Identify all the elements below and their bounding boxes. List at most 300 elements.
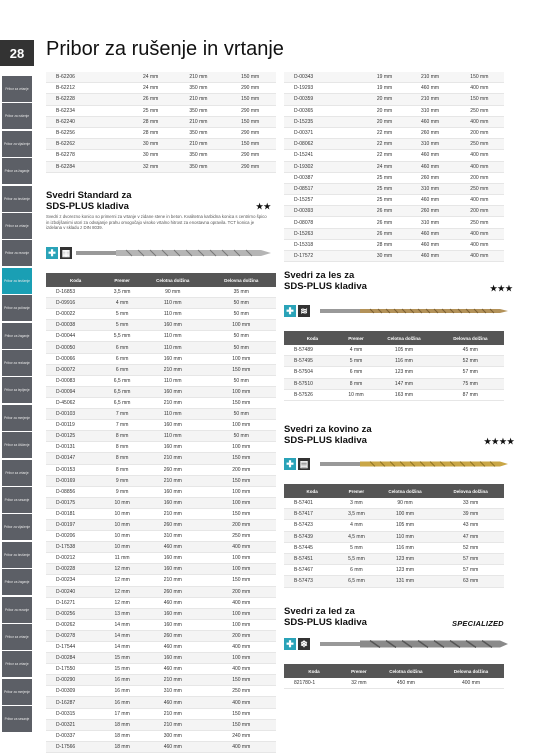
table-cell: 250 mm (206, 686, 276, 697)
table-row (46, 553, 276, 564)
table-row (46, 150, 276, 161)
section-les-title: Svedri za les za SDS-PLUS kladiva (284, 270, 367, 292)
table-cell: D-08856 (46, 486, 105, 497)
table-cell: 32 mm (344, 678, 374, 689)
table-cell: 105 mm (373, 520, 438, 531)
table-row (46, 597, 276, 608)
table-cell: 90 mm (139, 287, 206, 298)
table-cell: 20 mm (364, 94, 406, 105)
table-cell: 116 mm (373, 542, 438, 553)
table-cell: B-62212 (46, 83, 129, 94)
table-cell: 460 mm (139, 741, 206, 752)
table-row (46, 531, 276, 542)
table-cell: D-00234 (46, 575, 105, 586)
table-cell: D-00197 (46, 519, 105, 530)
table-cell: 10 mm (105, 542, 139, 553)
table-cell: 400 mm (455, 239, 504, 250)
table-cell: 100 mm (206, 619, 276, 630)
table-cell: 100 mm (206, 486, 276, 497)
table-cell: 30 mm (129, 150, 173, 161)
table-cell: 50 mm (206, 375, 276, 386)
table-cell: 18 mm (105, 741, 139, 752)
table-cell: 260 mm (139, 464, 206, 475)
table-cell: 150 mm (206, 575, 276, 586)
sidebar-tab[interactable]: Pribor za poliranje (2, 295, 32, 321)
table-cell: D-00083 (46, 375, 105, 386)
table-cell: 22 mm (364, 139, 406, 150)
table-cell: 460 mm (405, 239, 454, 250)
table-row (284, 531, 504, 542)
table-cell: B-57423 (284, 520, 340, 531)
concrete-icon: ▦ (61, 247, 71, 258)
table-cell: B-57445 (284, 542, 340, 553)
table-row (284, 195, 504, 206)
table-cell: 9 mm (105, 486, 139, 497)
table-cell: 26 mm (364, 217, 406, 228)
table-cell: D-00212 (46, 553, 105, 564)
sds-plus-icon: ✚ (284, 305, 296, 317)
table-cell: 400 mm (455, 116, 504, 127)
table-cell: 400 mm (206, 741, 276, 752)
sidebar-tab[interactable]: Pribor za rezanje (2, 240, 32, 266)
sidebar-tab[interactable]: Pribor za lepljenje (2, 377, 32, 403)
table-cell: 110 mm (139, 409, 206, 420)
table-cell: 6 mm (105, 353, 139, 364)
table-cell: B-62234 (46, 105, 129, 116)
table-cell: 160 mm (139, 320, 206, 331)
table-cell: D-00343 (284, 72, 364, 83)
table-cell: 6,5 mm (105, 397, 139, 408)
table-cell: 43 mm (437, 520, 504, 531)
table-row (284, 239, 504, 250)
table-row (284, 509, 504, 520)
table-cell: D-00022 (46, 309, 105, 320)
sidebar-tab[interactable]: Pribor za rezkanje (2, 350, 32, 376)
column-header: Koda (284, 484, 340, 498)
sidebar-tab[interactable]: Pribor za sesanje (2, 706, 32, 732)
sidebar-tab[interactable]: Pribor za žaganje (2, 569, 32, 595)
table-cell: D-00066 (46, 353, 105, 364)
table-cell: 150 mm (206, 719, 276, 730)
table-cell: 460 mm (405, 116, 454, 127)
table-cell: B-57489 (284, 345, 341, 356)
table-cell: 25 mm (364, 172, 406, 183)
table-row (46, 619, 276, 630)
table-cell: 250 mm (455, 183, 504, 194)
table-cell: 150 mm (206, 708, 276, 719)
table-cell: 100 mm (206, 608, 276, 619)
table-cell: 460 mm (405, 161, 454, 172)
ice-icon: ❄ (298, 638, 310, 650)
table-cell: 160 mm (139, 608, 206, 619)
table-header-row (284, 484, 504, 498)
table-row (284, 150, 504, 161)
table-row (284, 139, 504, 150)
sidebar-tab[interactable]: Pribor za sesanje (2, 487, 32, 513)
table-row (46, 730, 276, 741)
specialized-brand-label: SPECIALIZED (452, 619, 504, 628)
table-cell: D-15263 (284, 228, 364, 239)
wood-icon: ≋ (298, 305, 310, 317)
table-row (46, 586, 276, 597)
table-cell: 50 mm (206, 331, 276, 342)
sidebar-tab[interactable]: Pribor za brušenje (2, 268, 32, 294)
table-cell: D-08517 (284, 183, 364, 194)
table-row (284, 217, 504, 228)
table-row (46, 287, 276, 298)
table-cell: 210 mm (139, 397, 206, 408)
table-cell: 460 mm (139, 697, 206, 708)
table-cell: 8 mm (105, 453, 139, 464)
table-cell: 460 mm (139, 664, 206, 675)
table-cell: 310 mm (405, 139, 454, 150)
table-cell: 28 mm (129, 116, 173, 127)
table-cell: 100 mm (206, 553, 276, 564)
table-cell: 400 mm (206, 697, 276, 708)
table-cell: 30 mm (364, 251, 406, 262)
table-cell: 57 mm (437, 565, 504, 576)
rating-stars: ★★ (256, 202, 272, 211)
metal-drill-bit-image (320, 460, 510, 468)
table-cell: 210 mm (139, 575, 206, 586)
column-header: Koda (284, 664, 344, 678)
table-row (46, 719, 276, 730)
table-cell: 150 mm (224, 116, 276, 127)
table-cell: 110 mm (139, 331, 206, 342)
table-cell: B-57526 (284, 389, 341, 400)
page-number: 28 (0, 40, 34, 66)
table-cell: 400 mm (438, 678, 504, 689)
table-cell: D-15235 (284, 116, 364, 127)
column-header: Delovna dolžina (438, 664, 504, 678)
sidebar-tab[interactable]: Pribor za čiščenje (2, 432, 32, 458)
table-cell: D-15318 (284, 239, 364, 250)
table-cell: 47 mm (437, 531, 504, 542)
table-cell: 460 mm (405, 150, 454, 161)
table-cell: 160 mm (139, 486, 206, 497)
table-cell: 12 mm (105, 597, 139, 608)
table-cell: 150 mm (206, 475, 276, 486)
table-cell: 12 mm (105, 564, 139, 575)
table-row (46, 364, 276, 375)
table-row (284, 116, 504, 127)
section-standard-title: Svedri Standard za SDS-PLUS kladiva (46, 190, 132, 212)
table-cell: 310 mm (405, 217, 454, 228)
table-cell: 310 mm (405, 183, 454, 194)
table-cell: 39 mm (437, 509, 504, 520)
table-cell: 10 mm (105, 519, 139, 530)
table-row (46, 664, 276, 675)
table-led (284, 664, 504, 689)
table-cell: 10 mm (341, 389, 371, 400)
table-cell: D-16287 (46, 697, 105, 708)
table-cell: 10 mm (105, 531, 139, 542)
table-cell: 10 mm (105, 508, 139, 519)
table-row (284, 520, 504, 531)
table-cell: B-62206 (46, 72, 129, 83)
table-cell: 250 mm (455, 217, 504, 228)
table-cell: 350 mm (173, 150, 225, 161)
table-row (46, 139, 276, 150)
table-cell: D-00387 (284, 172, 364, 183)
sidebar-tab[interactable]: Pribor za merjenje (2, 679, 32, 705)
table-cell: 210 mm (139, 708, 206, 719)
table-cell: B-57439 (284, 531, 340, 542)
table-cell: 350 mm (173, 83, 225, 94)
table-cell: 200 mm (455, 127, 504, 138)
table-row (284, 367, 504, 378)
table-cell: D-00240 (46, 586, 105, 597)
table-cell: 210 mm (173, 72, 225, 83)
table-cell: 14 mm (105, 642, 139, 653)
table-cell: D-16853 (46, 287, 105, 298)
section-kovino-title: Svedri za kovino za SDS-PLUS kladiva (284, 424, 372, 446)
table-cell: D-17566 (46, 741, 105, 752)
table-cell: D-00169 (46, 475, 105, 486)
table-cell: 123 mm (373, 565, 438, 576)
table-cell: 160 mm (139, 497, 206, 508)
column-header: Delovna dolžina (437, 331, 504, 345)
table-cell: 160 mm (139, 653, 206, 664)
table-cell: 290 mm (224, 161, 276, 172)
table-row (46, 475, 276, 486)
table-cell: D-00147 (46, 453, 105, 464)
table-row (46, 464, 276, 475)
table-row (284, 389, 504, 400)
table-cell: D-19302 (284, 161, 364, 172)
table-row (46, 497, 276, 508)
table-cell: 200 mm (206, 630, 276, 641)
sidebar-tab[interactable]: Pribor za vrtanje (2, 460, 32, 486)
table-row (46, 453, 276, 464)
table-cell: 821780-1 (284, 678, 344, 689)
table-cell: 15 mm (105, 653, 139, 664)
sidebar-tab[interactable]: Pribor za rušenje (2, 103, 32, 129)
table-cell: 290 mm (224, 105, 276, 116)
table-cell: D-00181 (46, 508, 105, 519)
table-cell: 290 mm (224, 150, 276, 161)
table-cell: 400 mm (206, 542, 276, 553)
table-cell: 4 mm (341, 345, 371, 356)
table-header-row (284, 331, 504, 345)
table-cell: 100 mm (206, 353, 276, 364)
table-cell: 110 mm (139, 298, 206, 309)
table-cell: 10 mm (105, 497, 139, 508)
table-cell: D-08078 (284, 217, 364, 228)
table-row (284, 183, 504, 194)
table-cell: D-17572 (284, 251, 364, 262)
table-cell: 160 mm (139, 420, 206, 431)
table-cell: 6,5 mm (105, 375, 139, 386)
table-les (284, 331, 504, 401)
table-row (284, 678, 504, 689)
table-cell: 5 mm (341, 356, 371, 367)
table-row (46, 116, 276, 127)
table-row (46, 105, 276, 116)
table-row (46, 298, 276, 309)
table-cell: 400 mm (206, 597, 276, 608)
table-cell: 6,5 mm (105, 386, 139, 397)
table-cell: 57 mm (437, 553, 504, 564)
table-cell: 290 mm (224, 127, 276, 138)
table-cell: 210 mm (139, 675, 206, 686)
table-cell: D-00315 (46, 708, 105, 719)
table-cell: D-00284 (46, 653, 105, 664)
table-cell: 35 mm (206, 287, 276, 298)
table-cell: D-00337 (46, 730, 105, 741)
column-header: Celotna dolžina (139, 273, 206, 287)
table-row (284, 378, 504, 389)
sidebar-tab[interactable]: Pribor za žaganje (2, 158, 32, 184)
table-cell: 8 mm (105, 464, 139, 475)
table-cell: D-08062 (284, 139, 364, 150)
sidebar-tab[interactable]: Pribor za rezanje (2, 597, 32, 623)
table-cell: 100 mm (206, 386, 276, 397)
sds-plus-icon: ✚ (284, 458, 296, 470)
table-cell: 160 mm (139, 553, 206, 564)
table-cell: 160 mm (139, 353, 206, 364)
table-cell: D-16271 (46, 597, 105, 608)
table-cell: D-00228 (46, 564, 105, 575)
table-cell: 8 mm (105, 431, 139, 442)
table-cell: 3,5 mm (105, 287, 139, 298)
table-cell: 150 mm (455, 94, 504, 105)
table-cell: 160 mm (139, 386, 206, 397)
table-cell: 50 mm (206, 342, 276, 353)
sidebar-tab[interactable]: Pribor za vrtanje (2, 651, 32, 677)
table-kovino (284, 484, 504, 588)
table-cell: 160 mm (139, 442, 206, 453)
table-row (46, 686, 276, 697)
table-cell: 110 mm (139, 309, 206, 320)
sidebar (0, 0, 34, 755)
table-cell: 13 mm (105, 608, 139, 619)
sidebar-tab[interactable]: Pribor za merjenje (2, 405, 32, 431)
table-row (284, 72, 504, 83)
table-cell: 30 mm (129, 139, 173, 150)
table-row (46, 331, 276, 342)
table-cell: 210 mm (139, 453, 206, 464)
table-row (46, 127, 276, 138)
table-cell: 400 mm (455, 195, 504, 206)
table-cell: 25 mm (129, 105, 173, 116)
table-row (284, 576, 504, 587)
table-cell: 110 mm (373, 531, 438, 542)
table-cell: B-57495 (284, 356, 341, 367)
table-row (284, 83, 504, 94)
column-header: Celotna dolžina (373, 484, 438, 498)
table-row (46, 508, 276, 519)
table-cell: 400 mm (455, 161, 504, 172)
table-row (284, 161, 504, 172)
table-row (46, 741, 276, 752)
table-cell: 50 mm (206, 431, 276, 442)
table-cell: D-45062 (46, 397, 105, 408)
column-header: Koda (46, 273, 105, 287)
table-cell: 50 mm (206, 309, 276, 320)
table-cell: 26 mm (364, 228, 406, 239)
table-row (284, 228, 504, 239)
table-cell: 33 mm (437, 498, 504, 509)
table-cell: 90 mm (373, 498, 438, 509)
table-cell: 210 mm (139, 508, 206, 519)
table-cell: B-62228 (46, 94, 129, 105)
table-cell: 123 mm (371, 367, 436, 378)
table-cell: D-00125 (46, 431, 105, 442)
sidebar-tab[interactable]: Pribor za brušenje (2, 186, 32, 212)
table-cell: 17 mm (105, 708, 139, 719)
table-cell: 24 mm (364, 161, 406, 172)
table-cell: 450 mm (374, 678, 438, 689)
table-cell: 200 mm (455, 206, 504, 217)
table-cell: 110 mm (139, 342, 206, 353)
table-cell: B-57467 (284, 565, 340, 576)
table-cell: 150 mm (206, 453, 276, 464)
table-cell: D-00094 (46, 386, 105, 397)
table-cell: 150 mm (206, 364, 276, 375)
sidebar-tab[interactable]: Pribor za vrtanje (2, 76, 32, 102)
table-cell: 200 mm (206, 586, 276, 597)
table-cell: 100 mm (206, 497, 276, 508)
table-cell: 20 mm (364, 116, 406, 127)
table-cell: 100 mm (206, 564, 276, 575)
table-cell: D-00050 (46, 342, 105, 353)
table-cell: 100 mm (206, 653, 276, 664)
table-cell: D-09916 (46, 298, 105, 309)
table-cell: 8 mm (105, 442, 139, 453)
sidebar-tab[interactable]: Pribor za vijačenje (2, 131, 32, 157)
sidebar-tab[interactable]: Pribor za vijačenje (2, 514, 32, 540)
table-row (46, 309, 276, 320)
table-row (46, 431, 276, 442)
table-row (284, 356, 504, 367)
table-row (46, 83, 276, 94)
table-row (46, 653, 276, 664)
sidebar-tab[interactable]: Pribor za brušenje (2, 542, 32, 568)
table-cell: B-57504 (284, 367, 341, 378)
table-cell: D-00393 (284, 206, 364, 217)
table-cell: 24 mm (129, 83, 173, 94)
table-top-right (284, 72, 504, 262)
table-cell: D-00290 (46, 675, 105, 686)
table-cell: 18 mm (105, 730, 139, 741)
table-cell: 460 mm (139, 597, 206, 608)
table-row (284, 565, 504, 576)
table-cell: 300 mm (139, 730, 206, 741)
table-cell: 210 mm (405, 72, 454, 83)
table-cell: D-00371 (284, 127, 364, 138)
table-cell: D-19293 (284, 83, 364, 94)
sidebar-tab[interactable]: Pribor za žaganje (2, 323, 32, 349)
table-cell: 75 mm (437, 378, 504, 389)
page-title: Pribor za rušenje in vrtanje (46, 38, 284, 60)
table-cell: 260 mm (139, 586, 206, 597)
table-row (46, 353, 276, 364)
column-header: Premer (105, 273, 139, 287)
table-cell: 16 mm (105, 686, 139, 697)
table-cell: 26 mm (129, 94, 173, 105)
table-cell: 400 mm (206, 642, 276, 653)
table-cell: B-62256 (46, 127, 129, 138)
table-cell: 150 mm (206, 397, 276, 408)
column-header: Delovna dolžina (206, 273, 276, 287)
wood-drill-bit-image (320, 307, 510, 315)
table-cell: 50 mm (206, 298, 276, 309)
table-cell: 116 mm (371, 356, 436, 367)
sidebar-tab[interactable]: Pribor za vrtanje (2, 213, 32, 239)
sidebar-tab[interactable]: Pribor za vrtanje (2, 624, 32, 650)
table-row (284, 172, 504, 183)
